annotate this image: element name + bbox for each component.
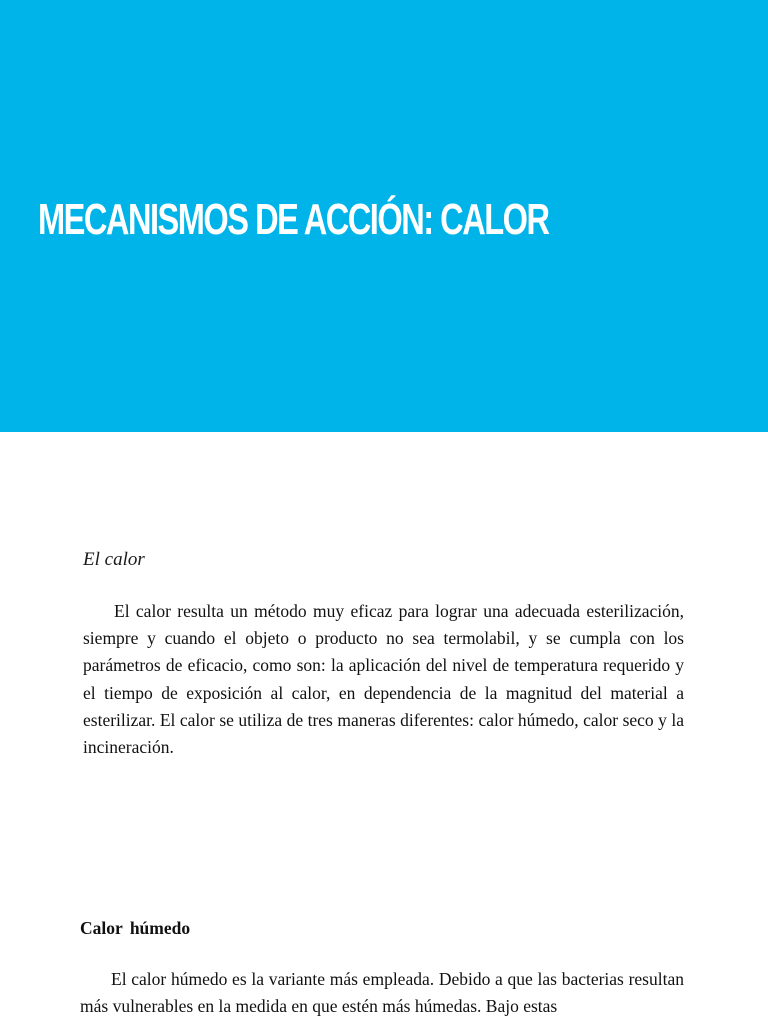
section-heading-el-calor: El calor bbox=[83, 549, 145, 570]
title-banner bbox=[0, 0, 768, 432]
section-heading-calor-humedo: Calor húmedo bbox=[80, 918, 191, 938]
chapter-title: MECANISMOS DE ACCIÓN: CALOR bbox=[38, 195, 549, 244]
paragraph-el-calor: El calor resulta un método muy eficaz para lograr una adecuada esterilización, siempre y cuando el objeto o producto no sea termolabil, y se cumpla con los parámetros de eficacio, como son: la aplicación del nivel de temperatura requerido y el tiempo de exposición al calor, en dependencia de la magnitud del material a esterilizar. El calor se utiliza de tres maneras diferentes: calor húmedo, calor seco y la incineración. bbox=[83, 601, 684, 758]
paragraph-calor-humedo: El calor húmedo es la variante más empleada. Debido a que las bacterias resultan más vulnerables en la medida en que estén más húmedas. Bajo estas bbox=[80, 969, 684, 1017]
